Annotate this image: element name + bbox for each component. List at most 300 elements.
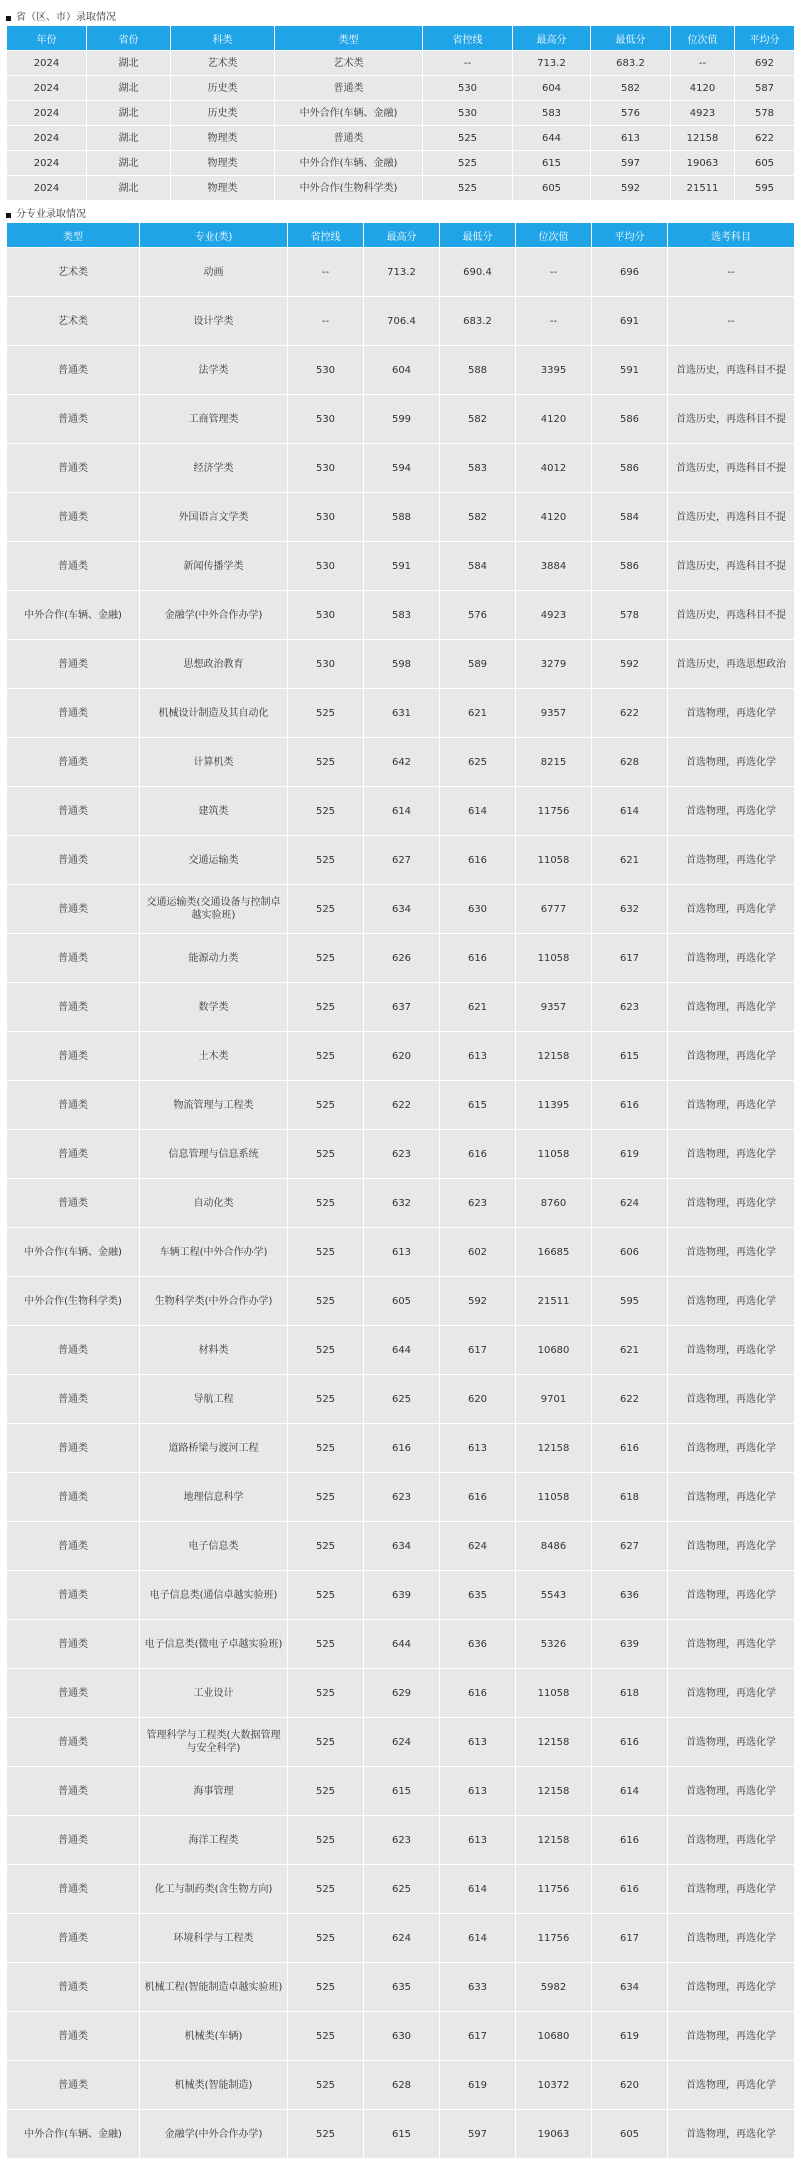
table-cell: 525 [288, 1620, 364, 1669]
table-cell: 642 [364, 738, 440, 787]
table-cell: 首选物理，再选化学 [668, 1718, 795, 1767]
table-cell: 525 [288, 983, 364, 1032]
table-cell: 普通类 [7, 1620, 140, 1669]
table-cell: 普通类 [7, 689, 140, 738]
table-cell: 普通类 [7, 2012, 140, 2061]
section-title-major [6, 208, 86, 222]
table-cell: 普通类 [7, 1914, 140, 1963]
table-cell: 622 [592, 689, 668, 738]
table-cell: 电子信息类(微电子卓越实验班) [140, 1620, 288, 1669]
table-cell: -- [288, 248, 364, 297]
table-cell: 530 [288, 444, 364, 493]
table-cell: 622 [592, 1375, 668, 1424]
table-cell: 594 [364, 444, 440, 493]
table-cell: 首选物理，再选化学 [668, 934, 795, 983]
table-cell: 普通类 [7, 1424, 140, 1473]
table-cell: 首选物理，再选化学 [668, 1081, 795, 1130]
table-row [7, 1865, 795, 1914]
column-header: 最高分 [364, 223, 440, 248]
table-cell: 604 [513, 76, 591, 101]
table-row [7, 151, 795, 176]
table-row [7, 76, 795, 101]
table-cell: 首选历史，再选科目不提 [668, 591, 795, 640]
table-cell: 2024 [7, 126, 87, 151]
table-cell: 622 [364, 1081, 440, 1130]
table-cell: -- [668, 248, 795, 297]
table-cell: 普通类 [7, 1179, 140, 1228]
table-cell: 619 [592, 2012, 668, 2061]
table-cell: 525 [288, 2110, 364, 2159]
table-cell: 525 [288, 787, 364, 836]
table-cell: 525 [288, 1032, 364, 1081]
table-cell: 11756 [516, 1914, 592, 1963]
table-cell: 首选物理，再选化学 [668, 1963, 795, 2012]
table-row [7, 1130, 795, 1179]
table-cell: 中外合作(生物科学类) [7, 1277, 140, 1326]
table-cell: 616 [440, 1669, 516, 1718]
table-row [7, 591, 795, 640]
table-cell: 12158 [516, 1718, 592, 1767]
table-cell: 637 [364, 983, 440, 1032]
table-row [7, 297, 795, 346]
column-header: 最低分 [591, 26, 671, 51]
table-cell: 数学类 [140, 983, 288, 1032]
table-cell: 614 [440, 787, 516, 836]
table-cell: 623 [592, 983, 668, 1032]
square-bullet-icon [6, 16, 11, 21]
table-cell: 化工与制药类(含生物方向) [140, 1865, 288, 1914]
table-cell: 工商管理类 [140, 395, 288, 444]
column-header: 位次值 [671, 26, 735, 51]
table-cell: 普通类 [7, 395, 140, 444]
table-cell: 622 [735, 126, 795, 151]
table-cell: 525 [288, 1963, 364, 2012]
table-cell: 623 [364, 1816, 440, 1865]
table-cell: 623 [364, 1473, 440, 1522]
table-cell: 616 [364, 1424, 440, 1473]
table-cell: 615 [364, 2110, 440, 2159]
table-cell: 思想政治教育 [140, 640, 288, 689]
table-cell: 621 [592, 836, 668, 885]
table-cell: 628 [364, 2061, 440, 2110]
table-cell: 696 [592, 248, 668, 297]
table-cell: 635 [364, 1963, 440, 2012]
table-cell: 道路桥梁与渡河工程 [140, 1424, 288, 1473]
table-cell: 617 [592, 1914, 668, 1963]
table-cell: 627 [364, 836, 440, 885]
table-row [7, 1669, 795, 1718]
table-cell: 525 [288, 1424, 364, 1473]
table-cell: 首选历史，再选科目不提 [668, 395, 795, 444]
table-cell: 车辆工程(中外合作办学) [140, 1228, 288, 1277]
table-cell: 新闻传播学类 [140, 542, 288, 591]
table-cell: -- [516, 297, 592, 346]
table-cell: 621 [440, 983, 516, 1032]
table-cell: 605 [364, 1277, 440, 1326]
table-cell: 海事管理 [140, 1767, 288, 1816]
table-row [7, 934, 795, 983]
table-cell: 3395 [516, 346, 592, 395]
table-cell: 616 [440, 1130, 516, 1179]
table-cell: 632 [592, 885, 668, 934]
table-cell: 616 [440, 836, 516, 885]
table-cell: 首选物理，再选化学 [668, 1620, 795, 1669]
table-cell: 633 [440, 1963, 516, 2012]
table-row [7, 1228, 795, 1277]
table-cell: 597 [440, 2110, 516, 2159]
section-title-province [6, 11, 116, 25]
column-header: 科类 [171, 26, 275, 51]
table-cell: 615 [364, 1767, 440, 1816]
table-cell: 首选物理，再选化学 [668, 689, 795, 738]
table-cell: 620 [592, 2061, 668, 2110]
table-cell: 525 [288, 1718, 364, 1767]
table-cell: -- [288, 297, 364, 346]
table-cell: 2024 [7, 151, 87, 176]
table-cell: 首选物理，再选化学 [668, 1571, 795, 1620]
table-row [7, 126, 795, 151]
table-cell: 630 [364, 2012, 440, 2061]
table-row [7, 176, 795, 201]
table-cell: 525 [288, 1669, 364, 1718]
table-cell: 627 [592, 1522, 668, 1571]
table-cell: 635 [440, 1571, 516, 1620]
table-cell: 625 [440, 738, 516, 787]
table-cell: 首选物理，再选化学 [668, 2110, 795, 2159]
column-header: 平均分 [735, 26, 795, 51]
table-cell: 597 [591, 151, 671, 176]
table-cell: 首选物理，再选化学 [668, 1865, 795, 1914]
table-cell: 624 [364, 1914, 440, 1963]
table-cell: 616 [592, 1718, 668, 1767]
table-cell: 21511 [516, 1277, 592, 1326]
table-cell: 12158 [516, 1032, 592, 1081]
table-row [7, 2061, 795, 2110]
table-cell: 地理信息科学 [140, 1473, 288, 1522]
table-cell: 普通类 [7, 1326, 140, 1375]
table-cell: 11756 [516, 1865, 592, 1914]
table-cell: 经济学类 [140, 444, 288, 493]
table-cell: 525 [288, 2012, 364, 2061]
table-cell: 物理类 [171, 151, 275, 176]
table-cell: 艺术类 [7, 248, 140, 297]
table-row [7, 1277, 795, 1326]
table-cell: 自动化类 [140, 1179, 288, 1228]
table-cell: 湖北 [87, 176, 171, 201]
table-cell: 首选物理，再选化学 [668, 1277, 795, 1326]
table-cell: 计算机类 [140, 738, 288, 787]
table-cell: 普通类 [7, 1718, 140, 1767]
table-row [7, 689, 795, 738]
table-cell: 生物科学类(中外合作办学) [140, 1277, 288, 1326]
table-cell: 576 [591, 101, 671, 126]
table-cell: 2024 [7, 176, 87, 201]
table-cell: 中外合作(车辆、金融) [7, 591, 140, 640]
table-cell: 动画 [140, 248, 288, 297]
table-cell: 605 [513, 176, 591, 201]
table-cell: 机械设计制造及其自动化 [140, 689, 288, 738]
table-row [7, 395, 795, 444]
table-cell: 电子信息类 [140, 1522, 288, 1571]
table-cell: 615 [513, 151, 591, 176]
table-cell: 机械类(智能制造) [140, 2061, 288, 2110]
table-cell: 583 [364, 591, 440, 640]
table-cell: 湖北 [87, 126, 171, 151]
table-cell: 首选历史，再选科目不提 [668, 542, 795, 591]
table-cell: 2024 [7, 101, 87, 126]
table-cell: 619 [592, 1130, 668, 1179]
table-cell: -- [516, 248, 592, 297]
table-cell: 12158 [516, 1767, 592, 1816]
table-cell: 626 [364, 934, 440, 983]
table-cell: 外国语言文学类 [140, 493, 288, 542]
table-cell: 587 [735, 76, 795, 101]
table-cell: 619 [440, 2061, 516, 2110]
table-cell: 582 [591, 76, 671, 101]
table-cell: 629 [364, 1669, 440, 1718]
table-row [7, 1473, 795, 1522]
table-cell: 普通类 [7, 1130, 140, 1179]
table-cell: 588 [440, 346, 516, 395]
table-cell: 613 [440, 1424, 516, 1473]
column-header: 省控线 [288, 223, 364, 248]
table-cell: 617 [592, 934, 668, 983]
table-cell: 首选物理，再选化学 [668, 1522, 795, 1571]
table-cell: 615 [440, 1081, 516, 1130]
table-cell: 613 [440, 1718, 516, 1767]
table-cell: 525 [288, 1375, 364, 1424]
table-row [7, 885, 795, 934]
table-cell: 海洋工程类 [140, 1816, 288, 1865]
table-cell: 普通类 [7, 1473, 140, 1522]
table-cell: 605 [592, 2110, 668, 2159]
table-cell: 普通类 [7, 542, 140, 591]
table-cell: 普通类 [7, 836, 140, 885]
table-cell: 普通类 [275, 126, 423, 151]
table-cell: 582 [440, 395, 516, 444]
table-row [7, 346, 795, 395]
table-cell: 8486 [516, 1522, 592, 1571]
table-cell: 首选物理，再选化学 [668, 885, 795, 934]
table-cell: 4120 [516, 493, 592, 542]
table-row [7, 787, 795, 836]
table-cell: 618 [592, 1473, 668, 1522]
table-cell: 525 [288, 885, 364, 934]
table-cell: 4923 [516, 591, 592, 640]
table-cell: 19063 [516, 2110, 592, 2159]
table-cell: 普通类 [7, 1865, 140, 1914]
table-cell: 11058 [516, 934, 592, 983]
table-cell: 首选物理，再选化学 [668, 1914, 795, 1963]
table-cell: 交通运输类 [140, 836, 288, 885]
table-cell: -- [668, 297, 795, 346]
table-cell: 616 [592, 1424, 668, 1473]
column-header: 选考科目 [668, 223, 795, 248]
table-cell: 616 [592, 1081, 668, 1130]
table-cell: 578 [592, 591, 668, 640]
table-cell: 金融学(中外合作办学) [140, 591, 288, 640]
table-cell: 普通类 [7, 738, 140, 787]
column-header: 类型 [7, 223, 140, 248]
table-cell: 首选物理，再选化学 [668, 1424, 795, 1473]
table-cell: 624 [364, 1718, 440, 1767]
table-cell: 首选物理，再选化学 [668, 1032, 795, 1081]
table-cell: 692 [735, 51, 795, 76]
table-cell: 591 [364, 542, 440, 591]
table-cell: 普通类 [7, 1571, 140, 1620]
table-cell: 首选物理，再选化学 [668, 1179, 795, 1228]
table-cell: 614 [592, 1767, 668, 1816]
table-cell: 530 [288, 591, 364, 640]
table-cell: 工业设计 [140, 1669, 288, 1718]
table-cell: 首选物理，再选化学 [668, 1326, 795, 1375]
table-cell: 578 [735, 101, 795, 126]
table-cell: 首选物理，再选化学 [668, 1767, 795, 1816]
table-cell: 592 [591, 176, 671, 201]
table-cell: 9357 [516, 983, 592, 1032]
table-cell: 6777 [516, 885, 592, 934]
table-cell: 11756 [516, 787, 592, 836]
table-cell: 621 [592, 1326, 668, 1375]
table-cell: 525 [288, 1767, 364, 1816]
table-cell: 616 [592, 1816, 668, 1865]
table-cell: 16685 [516, 1228, 592, 1277]
table-cell: 中外合作(车辆、金融) [275, 151, 423, 176]
table-cell: 598 [364, 640, 440, 689]
table-cell: 525 [288, 1816, 364, 1865]
table-row [7, 640, 795, 689]
table-cell: 4120 [516, 395, 592, 444]
table-cell: 普通类 [7, 885, 140, 934]
table-cell: 525 [288, 1179, 364, 1228]
table-row [7, 444, 795, 493]
table-cell: 普通类 [7, 1375, 140, 1424]
table-cell: 530 [288, 542, 364, 591]
table-cell: 530 [288, 346, 364, 395]
table-cell: 525 [288, 934, 364, 983]
table-cell: 530 [288, 493, 364, 542]
table-cell: 设计学类 [140, 297, 288, 346]
table-cell: 首选历史，再选科目不提 [668, 444, 795, 493]
table-cell: 616 [440, 1473, 516, 1522]
table-cell: 首选历史，再选思想政治 [668, 640, 795, 689]
table-cell: 4923 [671, 101, 735, 126]
column-header: 年份 [7, 26, 87, 51]
table-cell: 艺术类 [171, 51, 275, 76]
table-cell: 环境科学与工程类 [140, 1914, 288, 1963]
table-cell: 首选物理，再选化学 [668, 1228, 795, 1277]
table-row [7, 1326, 795, 1375]
table-row [7, 1816, 795, 1865]
table-cell: 602 [440, 1228, 516, 1277]
column-header: 省控线 [423, 26, 513, 51]
table-cell: 首选物理，再选化学 [668, 1473, 795, 1522]
table-cell: 湖北 [87, 101, 171, 126]
table-row [7, 542, 795, 591]
table-cell: 艺术类 [275, 51, 423, 76]
table-cell: 普通类 [7, 1081, 140, 1130]
section-title-major-text: 分专业录取情况 [16, 209, 86, 220]
table-cell: 首选物理，再选化学 [668, 1669, 795, 1718]
table-cell: 586 [592, 444, 668, 493]
table-row [7, 738, 795, 787]
table-cell: 湖北 [87, 51, 171, 76]
table-cell: 586 [592, 395, 668, 444]
table-cell: 12158 [671, 126, 735, 151]
table-cell: 建筑类 [140, 787, 288, 836]
table-cell: 物理类 [171, 126, 275, 151]
table-cell: 8760 [516, 1179, 592, 1228]
table-cell: 机械工程(智能制造卓越实验班) [140, 1963, 288, 2012]
table-cell: 普通类 [7, 1767, 140, 1816]
table-cell: 普通类 [7, 1669, 140, 1718]
table-cell: 机械类(车辆) [140, 2012, 288, 2061]
table-cell: 614 [440, 1865, 516, 1914]
table-cell: 588 [364, 493, 440, 542]
table-cell: 530 [423, 101, 513, 126]
table-cell: 624 [440, 1522, 516, 1571]
table-cell: 613 [591, 126, 671, 151]
table-cell: 5982 [516, 1963, 592, 2012]
column-header: 最低分 [440, 223, 516, 248]
table-cell: 632 [364, 1179, 440, 1228]
table-cell: 625 [364, 1865, 440, 1914]
table-cell: 589 [440, 640, 516, 689]
table-cell: 683.2 [591, 51, 671, 76]
table-cell: 首选物理，再选化学 [668, 836, 795, 885]
table-cell: 639 [364, 1571, 440, 1620]
table-cell: 576 [440, 591, 516, 640]
column-header: 专业(类) [140, 223, 288, 248]
table-cell: 普通类 [7, 2061, 140, 2110]
table-row [7, 493, 795, 542]
table-cell: 11058 [516, 836, 592, 885]
table-cell: 交通运输类(交通设备与控制卓越实验班) [140, 885, 288, 934]
table-cell: 630 [440, 885, 516, 934]
table-cell: 525 [288, 1571, 364, 1620]
table-cell: 9701 [516, 1375, 592, 1424]
table-cell: 525 [288, 1914, 364, 1963]
table-cell: 4012 [516, 444, 592, 493]
table-cell: 595 [592, 1277, 668, 1326]
table-row [7, 101, 795, 126]
table-cell: 普通类 [7, 1963, 140, 2012]
table-cell: 首选历史，再选科目不提 [668, 346, 795, 395]
table-cell: 604 [364, 346, 440, 395]
table-cell: 616 [592, 1865, 668, 1914]
table-row [7, 836, 795, 885]
table-cell: 614 [592, 787, 668, 836]
table-cell: 525 [288, 1326, 364, 1375]
table-cell: 艺术类 [7, 297, 140, 346]
table-cell: 525 [288, 836, 364, 885]
table-cell: 634 [364, 1522, 440, 1571]
table-cell: 599 [364, 395, 440, 444]
table-cell: 物流管理与工程类 [140, 1081, 288, 1130]
table-cell: 605 [735, 151, 795, 176]
table-cell: 12158 [516, 1424, 592, 1473]
table-cell: 636 [592, 1571, 668, 1620]
table-row [7, 1375, 795, 1424]
table-cell: 583 [440, 444, 516, 493]
table-cell: 普通类 [7, 640, 140, 689]
table-cell: 中外合作(车辆、金融) [7, 2110, 140, 2159]
table-row [7, 1718, 795, 1767]
table-row [7, 2012, 795, 2061]
table-cell: 530 [288, 395, 364, 444]
table-cell: 613 [364, 1228, 440, 1277]
table-cell: 首选历史，再选科目不提 [668, 493, 795, 542]
